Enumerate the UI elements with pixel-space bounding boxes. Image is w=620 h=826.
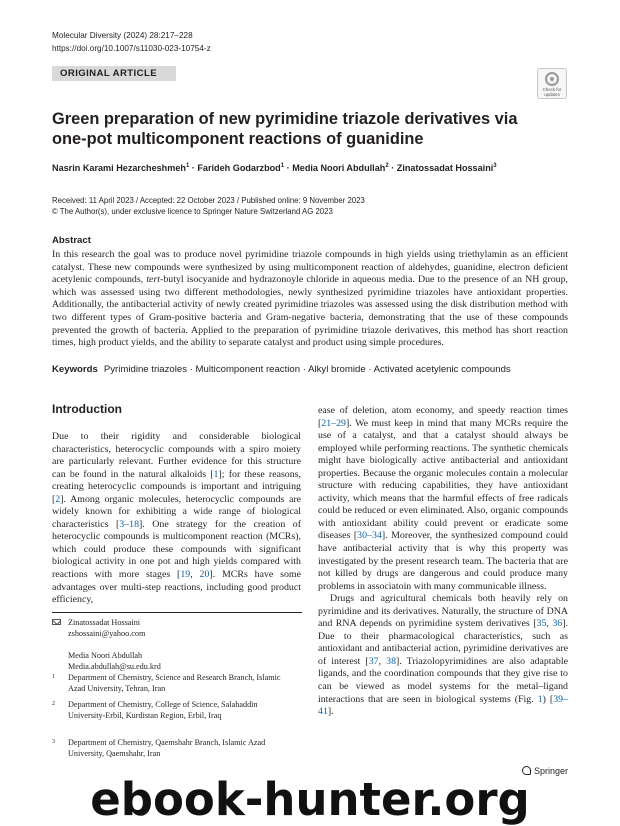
text-run: ease of deletion, atom economy, and speedy reaction times [ xyxy=(318,405,568,429)
affiliation xyxy=(52,737,292,759)
intro-column-left xyxy=(52,431,301,607)
text-run: ]. Due to their pharmacological characteristics, such as antioxidant and antibacterial action, pyrimidine derivatives are of interest [ xyxy=(318,618,568,667)
affiliation-number: 1 xyxy=(52,674,55,680)
corresponding-author xyxy=(52,617,161,639)
history-dates: Received: 11 April 2023 / Accepted: 22 October 2023 / Published online: 9 November 2023 xyxy=(52,196,365,205)
affiliation-text: Department of Chemistry, College of Science, Salahaddin University-Erbil, Kurdistan Region, Erbil, Iraq xyxy=(68,700,258,720)
text-run: ]. Triazolopyrimidines are also adaptable ligands, and the coordination compounds that they give rise to can be viewed as model systems for the metal–ligand interactions that are seen in biological systems (Fig. xyxy=(318,655,568,705)
envelope-icon xyxy=(52,619,61,625)
affiliation-text: Department of Chemistry, Science and Research Branch, Islamic Azad University, Tehran, Iran xyxy=(68,673,281,693)
publication-dates xyxy=(52,195,365,217)
affiliation xyxy=(52,672,292,694)
correspondence-block xyxy=(52,617,161,672)
corresponding-author xyxy=(52,650,161,672)
citation-link[interactable]: 3–18 xyxy=(119,518,139,530)
keywords-label: Keywords xyxy=(52,364,98,375)
intro-paragraph xyxy=(318,593,568,718)
text-run: ]. MCRs have some advantages over multi-step reactions, including good product efficiency, xyxy=(52,569,302,606)
author-name[interactable]: Zinatossadat Hossaini xyxy=(396,163,494,174)
text-run: Due to their rigidity and considerable biological characteristics, heterocyclic compounds with a spiro moiety are particularly relevant. Further evidence for this structure can be found in the natural alkaloids [ xyxy=(52,431,301,480)
article-type-banner: ORIGINAL ARTICLE xyxy=(52,66,176,81)
publisher-name: Springer xyxy=(534,766,569,776)
badge-text-2: updates xyxy=(544,92,560,97)
journal-header xyxy=(52,29,211,55)
author-separator: · xyxy=(388,163,397,174)
journal-citation: Molecular Diversity (2024) 28:217–228 xyxy=(52,31,193,40)
footnote-divider xyxy=(52,612,302,613)
keywords xyxy=(52,364,511,375)
text-run: ]. Moreover, the synthesized compound could have antibacterial activity that is why this property was investigated by the present research team. The bacteria that are not killed by drugs are dangerous and could produce many problems in associatoin with many communicable illness. xyxy=(318,530,568,592)
author-list xyxy=(52,163,497,173)
introduction-heading: Introduction xyxy=(52,402,122,416)
affiliation-number: 2 xyxy=(52,701,55,707)
author-affiliation-mark: 1 xyxy=(185,163,190,169)
corresponding-email[interactable]: zshossaini@yahoo.com xyxy=(68,629,146,638)
badge-text-1: Check for xyxy=(542,87,562,92)
citation-link[interactable]: 39–41 xyxy=(318,693,568,718)
author-affiliation-mark: 2 xyxy=(385,163,389,169)
abstract-heading: Abstract xyxy=(52,235,91,246)
affiliation xyxy=(52,699,292,721)
corresponding-name: Zinatossadat Hossaini xyxy=(68,618,141,627)
check-for-updates-icon xyxy=(545,72,559,86)
affiliation-text: Department of Chemistry, Qaemshahr Branch, Islamic Azad University, Qaemshahr, Iran xyxy=(68,738,266,758)
citation-link[interactable]: 20 xyxy=(199,569,210,581)
watermark: ebook-hunter.org xyxy=(90,773,530,826)
intro-column-right xyxy=(318,405,568,719)
author-affiliation-mark: 3 xyxy=(493,163,497,169)
intro-paragraph xyxy=(318,405,568,593)
citation-link[interactable]: 35 xyxy=(536,618,547,630)
citation-link[interactable]: 37 xyxy=(368,655,379,667)
abstract-text: In this research the goal was to produce novel pyrimidine triazole compounds in high yields using triethylamin as an efficient catalyst. These new compounds were synthesized by using multicomponent reaction of aldehydes, guanidine, electron deficient acetylenic compounds, xyxy=(52,249,568,286)
author-affiliation-mark: 1 xyxy=(280,163,285,169)
citation-link[interactable]: 38 xyxy=(386,655,397,667)
doi-link[interactable]: https://doi.org/10.1007/s11030-023-10754-z xyxy=(52,44,211,53)
author-name[interactable]: Farideh Godarzbod xyxy=(197,163,281,174)
intro-paragraph xyxy=(52,431,301,607)
author-name[interactable]: Media Noori Abdullah xyxy=(292,163,386,174)
text-run: , xyxy=(378,655,387,667)
text-run: ]. We must keep in mind that many MCRs require the use of a catalyst, and that a catalyst should always be employed while performing reactions. The synthetic chemicals might have biologically active antibacterial and antioxidant properties. Because the organic molecules contain a molecular structure with reducing capabilities, they have antioxidant activity, which means that the harmful effects of free radicals could be reduced or even eliminated. Also, organic compounds with antioxidant ability could prevent or eradicate some diseases [ xyxy=(318,417,568,542)
text-run: ) [ xyxy=(542,693,554,705)
corresponding-name: Media Noori Abdullah xyxy=(68,651,143,660)
author-separator: · xyxy=(189,163,198,174)
corresponding-email[interactable]: Media.abdullah@su.edu.krd xyxy=(68,662,161,671)
text-run: ]. Among organic molecules, heterocyclic compounds are widely known for exhibiting a wide range of biological characteristics [ xyxy=(52,493,301,530)
citation-link[interactable]: 36 xyxy=(552,618,563,630)
citation-link[interactable]: 21–29 xyxy=(321,417,346,429)
text-run: ]. xyxy=(327,706,334,718)
affiliation-number: 3 xyxy=(52,739,55,745)
abstract-body xyxy=(52,249,568,350)
check-for-updates-badge[interactable] xyxy=(537,68,567,99)
citation-link[interactable]: 2 xyxy=(55,493,61,505)
abstract-text: -butyl isocyanide and hydrazonoyle chloride in aqueous media. Due to the presence of an NH group, which was assessed using two different methodologies, newly synthesized pyrimidine triazoles have antioxidant properties. Additionally, the antibacterial activity of newly created pyrimidine triazoles was assessed using the disk distribution method with two different types of Gram-positive bacteria and Gram-negative bacteria, demonstrating that the use of these compounds prevented the growth of bacteria. Applied to the preparation of pyrimidine triazole derivatives, this method has short reaction times, high product yields, and the ability to separate catalyst and product using simple procedures. xyxy=(52,274,568,349)
text-run: Drugs and agricultural chemicals both heavily rely on pyrimidine and its derivatives. Naturally, the structure of DNA and RNA depends on pyrimidine system derivatives [ xyxy=(318,593,568,630)
citation-link[interactable]: 30–34 xyxy=(357,530,382,542)
citation-link[interactable]: 19 xyxy=(180,569,191,581)
copyright-line: © The Author(s), under exclusive licence to Springer Nature Switzerland AG 2023 xyxy=(52,207,333,216)
author-name[interactable]: Nasrin Karami Hezarcheshmeh xyxy=(52,163,186,174)
text-run: ]. One strategy for the creation of heterocyclic compounds is multicomponent reaction (MCRs), which could produce these compounds with significant biological activity in one pot and high yields compared with reactions with more stages [ xyxy=(52,518,301,581)
text-run: ]; for these reasons, creating heterocyclic compounds is important and intriguing [ xyxy=(52,468,301,505)
abstract-italic-term: tert xyxy=(146,274,161,286)
text-run: , xyxy=(190,569,200,581)
citation-link[interactable]: 1 xyxy=(213,468,219,480)
paper-title: Green preparation of new pyrimidine triazole derivatives via one-pot multicomponent reactions of guanidine xyxy=(52,110,518,148)
figure-link[interactable]: 1 xyxy=(537,693,543,705)
author-separator: · xyxy=(284,163,293,174)
keywords-list: Pyrimidine triazoles · Multicomponent reaction · Alkyl bromide · Activated acetylenic compounds xyxy=(103,364,511,375)
text-run: , xyxy=(546,618,553,630)
